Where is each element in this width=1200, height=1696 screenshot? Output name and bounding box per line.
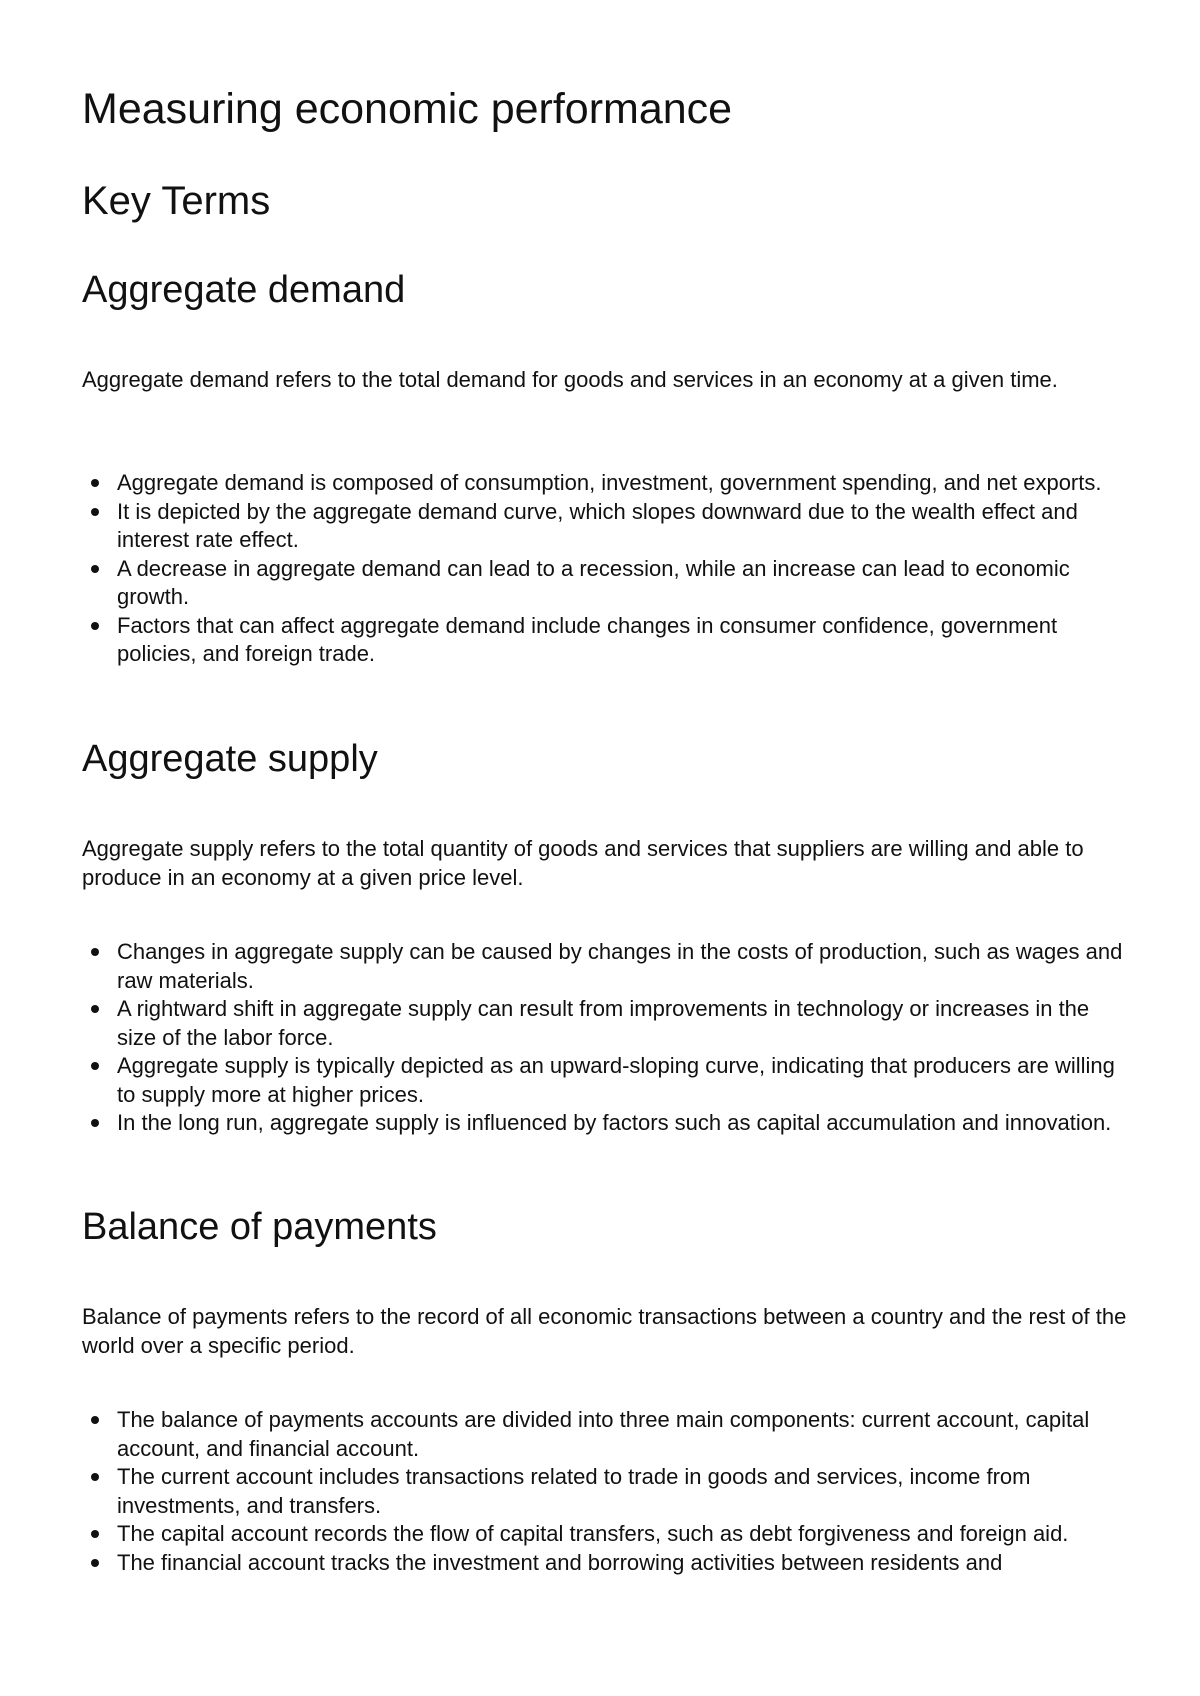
list-item [82, 469, 1132, 498]
section-paragraph-aggregate-supply: Aggregate supply refers to the total quantity of goods and services that suppliers are willing and able to produce in an economy at a given price level. [82, 836, 1084, 890]
section-heading-aggregate-demand: Aggregate demand [82, 269, 406, 311]
list-item-text: In the long run, aggregate supply is influenced by factors such as capital accumulation and innovation. [117, 1110, 1112, 1135]
list-item-text: The balance of payments accounts are divided into three main components: current account, capital account, and financial account. [117, 1407, 1090, 1461]
list-item-text: Aggregate supply is typically depicted as an upward-sloping curve, indicating that producers are willing to supply more at higher prices. [117, 1053, 1115, 1107]
list-item-text: The capital account records the flow of capital transfers, such as debt forgiveness and foreign aid. [117, 1521, 1069, 1546]
list-item [82, 995, 1132, 1052]
bullet-list-balance-of-payments [82, 1406, 1132, 1577]
bullet-list-aggregate-demand [82, 469, 1132, 669]
section-heading-balance-of-payments: Balance of payments [82, 1206, 437, 1248]
key-terms-heading: Key Terms [82, 179, 271, 223]
list-item [82, 498, 1132, 555]
list-item-text: The financial account tracks the investment and borrowing activities between residents and [117, 1549, 1003, 1575]
list-item-text: It is depicted by the aggregate demand curve, which slopes downward due to the wealth effect and interest rate effect. [117, 498, 1078, 552]
list-item [82, 1406, 1132, 1463]
list-item [82, 1052, 1132, 1109]
bullet-icon [91, 1005, 99, 1013]
bullet-icon [91, 1416, 99, 1424]
bullet-list-aggregate-supply [82, 938, 1132, 1138]
bullet-icon [91, 565, 99, 573]
section-paragraph-aggregate-demand: Aggregate demand refers to the total demand for goods and services in an economy at a given time. [82, 367, 1058, 392]
list-item-text: Factors that can affect aggregate demand include changes in consumer confidence, government policies, and foreign trade. [117, 612, 1058, 666]
bullet-icon [91, 948, 99, 956]
bullet-icon [91, 1473, 99, 1481]
bullet-icon [91, 508, 99, 516]
list-item [82, 938, 1132, 995]
bullet-icon [91, 622, 99, 630]
list-item [82, 1463, 1132, 1520]
list-item-text: The current account includes transactions related to trade in goods and services, income from investments, and transfers. [117, 1464, 1031, 1518]
bullet-icon [91, 1559, 99, 1567]
bullet-icon [91, 1119, 99, 1127]
bullet-icon [91, 479, 99, 487]
list-item-text: A rightward shift in aggregate supply can result from improvements in technology or increases in the size of the labor force. [117, 996, 1090, 1050]
list-item-text: Aggregate demand is composed of consumption, investment, government spending, and net exports. [117, 470, 1102, 495]
page-title: Measuring economic performance [82, 85, 733, 133]
section-paragraph-balance-of-payments: Balance of payments refers to the record of all economic transactions between a country and the rest of the world over a specific period. [82, 1304, 1127, 1358]
section-heading-aggregate-supply: Aggregate supply [82, 738, 378, 780]
list-item [82, 1549, 1132, 1578]
list-item-text: A decrease in aggregate demand can lead to a recession, while an increase can lead to economic growth. [117, 555, 1070, 609]
list-item [82, 612, 1132, 669]
list-item [82, 555, 1132, 612]
bullet-icon [91, 1530, 99, 1538]
list-item [82, 1520, 1132, 1549]
list-item [82, 1109, 1132, 1138]
bullet-icon [91, 1062, 99, 1070]
list-item-text: Changes in aggregate supply can be caused by changes in the costs of production, such as wages and raw materials. [117, 939, 1123, 993]
